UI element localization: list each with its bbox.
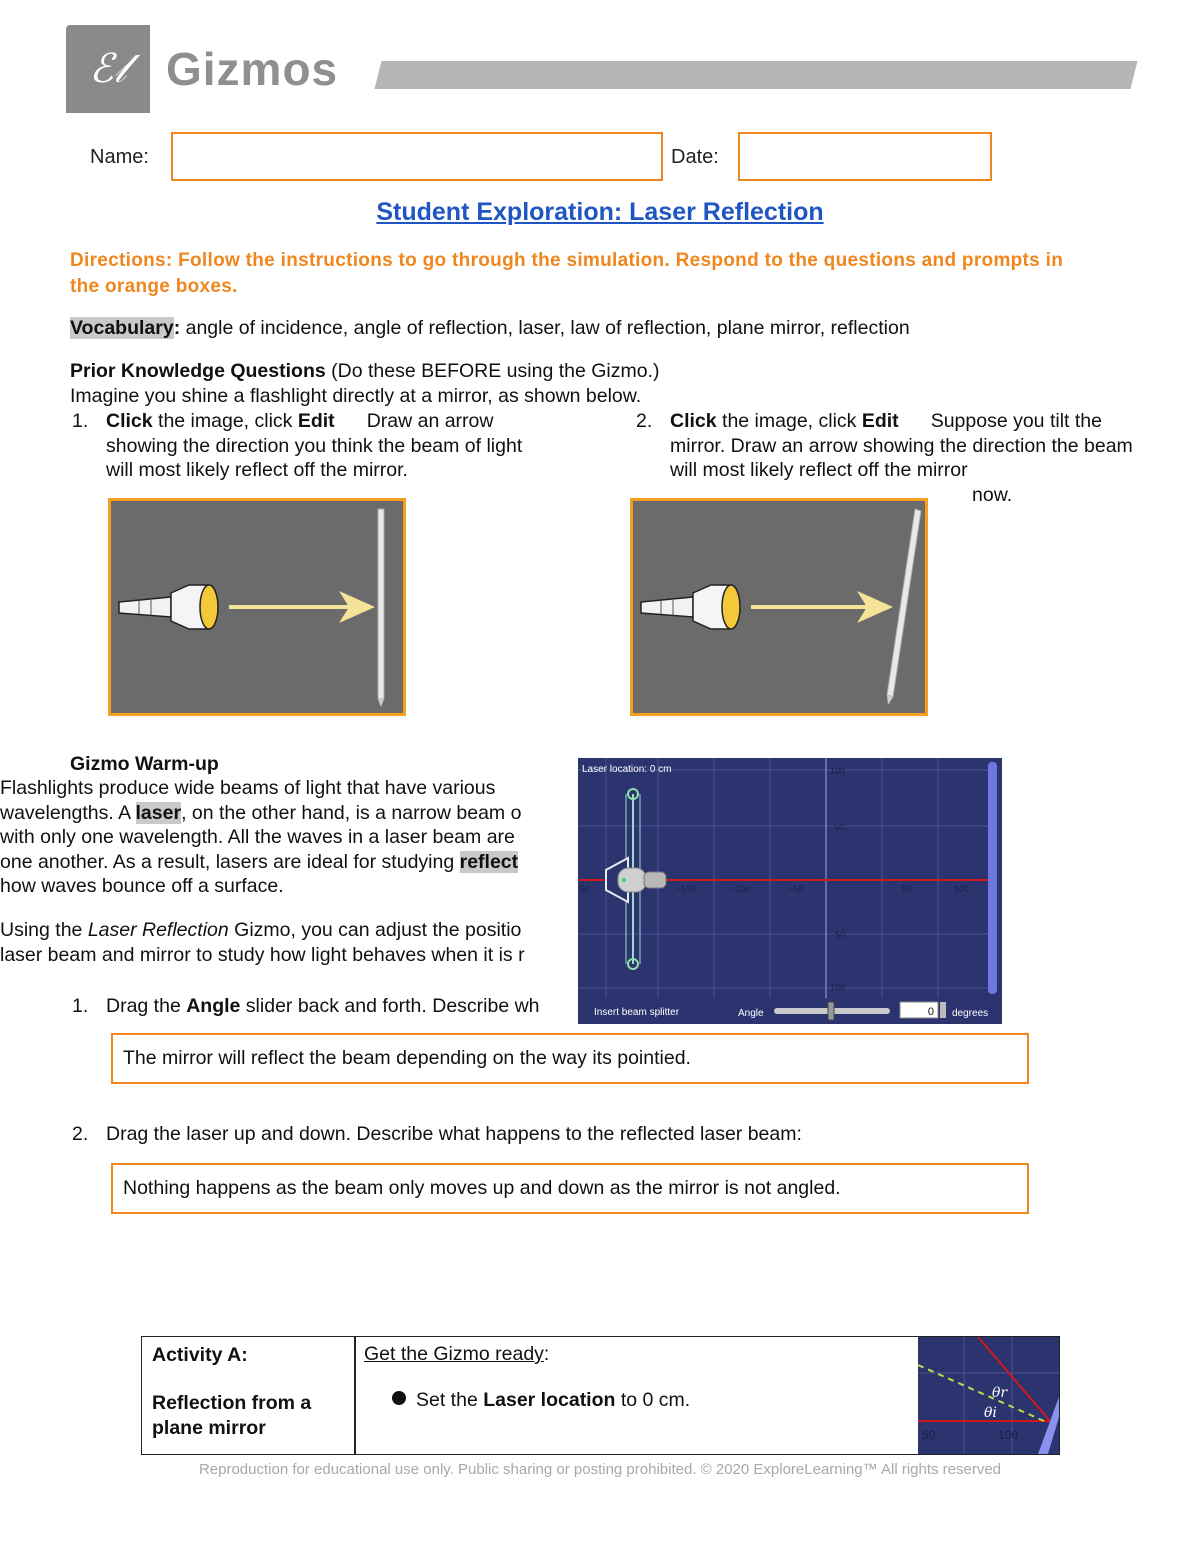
prior-intro: Imagine you shine a flashlight directly at a mirror, as shown below.: [70, 385, 642, 407]
flashlight-mirror-illustration-2: [633, 501, 925, 713]
flashlight-icon: [641, 585, 740, 629]
light-arrow: [229, 591, 375, 623]
footer-copyright: Reproduction for educational use only. Public sharing or posting prohibited. © 2020 ExploreLearning™ All rights reserved: [198, 1461, 1002, 1478]
theta-i-label: θi: [984, 1405, 997, 1421]
flashlight-mirror-illustration-1: [111, 501, 403, 713]
name-label: Name:: [90, 146, 149, 168]
prior-heading-line: [70, 359, 1070, 384]
warmup-heading: Gizmo Warm-up: [70, 753, 219, 775]
warmup-paragraph-1: Flashlights produce wide beams of light that have various wavelengths. A laser, on the other hand, is a narrow beam o with only one wavelength. All the waves in a laser beam are one another. As a result, lasers are ideal for studying reflect how waves bounce off a surface.: [0, 777, 522, 897]
name-field[interactable]: [171, 132, 663, 181]
vocabulary-line: Vocabulary: angle of incidence, angle of reflection, laser, law of reflection, plane mirror, reflection: [70, 317, 910, 339]
prior-q1-number: 1.: [72, 410, 89, 432]
flashlight-mirror-image-1[interactable]: [108, 498, 406, 716]
degrees-label: degrees: [952, 1008, 989, 1019]
directions-text: Directions: Follow the instructions to go through the simulation. Respond to the questions and prompts in the orange boxes.: [70, 250, 1064, 297]
page-title: Student Exploration: Laser Reflection: [376, 198, 824, 226]
gizmo-canvas: [578, 758, 1002, 1024]
tick-y-1: 50: [834, 822, 845, 832]
mirror: [378, 509, 384, 707]
activity-bullet-text: Set the Laser location to 0 cm.: [416, 1389, 691, 1411]
tick-x-4: 50: [902, 884, 913, 894]
date-field[interactable]: [738, 132, 992, 181]
theta-r-label: θr: [992, 1385, 1008, 1401]
answer-box-1[interactable]: [111, 1033, 1029, 1084]
tick-y-3: 100: [830, 982, 846, 992]
thumb-tick-50: 50: [922, 1428, 936, 1442]
tick-x-1: −150: [676, 884, 697, 894]
activity-subtitle: Reflection from a plane mirror: [152, 1392, 312, 1439]
activity-title: Activity A:: [152, 1344, 248, 1366]
laser-reflection-gizmo[interactable]: [578, 758, 1002, 1024]
header-bar: [375, 61, 1138, 89]
warmup-q1-number: 1.: [72, 995, 89, 1017]
warmup-paragraph-2: Using the Laser Reflection Gizmo, you can adjust the positio laser beam and mirror to study how light behaves when it is r: [0, 919, 525, 966]
bullet-icon: [392, 1391, 406, 1405]
prior-heading: Prior Knowledge Questions: [70, 360, 326, 382]
answer-box-2[interactable]: [111, 1163, 1029, 1214]
tick-x-0: 50: [580, 884, 591, 894]
tick-y-2: −50: [830, 930, 846, 940]
angle-slider-handle[interactable]: [828, 1002, 834, 1020]
angle-value: 0: [927, 1006, 934, 1018]
answer-2-text: Nothing happens as the beam only moves up and down as the mirror is not angled.: [123, 1177, 841, 1199]
vocabulary-terms: angle of incidence, angle of reflection, laser, law of reflection, plane mirror, reflection: [180, 317, 910, 339]
warmup-q2-number: 2.: [72, 1123, 89, 1145]
thumb-tick-100: 100: [998, 1428, 1019, 1442]
flashlight-mirror-image-2[interactable]: [630, 498, 928, 716]
angle-label: Angle: [738, 1008, 764, 1019]
tick-y-0: 100: [830, 766, 846, 776]
warmup-q2-text: Drag the laser up and down. Describe what happens to the reflected laser beam:: [106, 1123, 802, 1145]
prior-q1-text: Click the image, click Edit Draw an arrow showing the direction you think the beam of light will most likely reflect off the mirror.: [106, 410, 523, 481]
activity-thumbnail-image: [918, 1337, 1059, 1454]
table-divider: [354, 1337, 356, 1454]
prior-note: (Do these BEFORE using the Gizmo.): [325, 360, 660, 382]
laser-location-text: Laser location: 0 cm: [582, 764, 672, 775]
gizmos-brand: Gizmos: [166, 43, 339, 95]
vocabulary-label: Vocabulary: [70, 317, 174, 339]
tick-x-3: −50: [788, 884, 804, 894]
date-label: Date:: [671, 146, 719, 168]
explorelearning-logo: ℰ𝓁: [89, 46, 127, 92]
angle-spinner[interactable]: [940, 1002, 946, 1018]
mirror-bar[interactable]: [988, 762, 997, 994]
flashlight-icon: [119, 585, 218, 629]
get-ready-line: Get the Gizmo ready:: [364, 1343, 550, 1365]
activity-thumbnail: [918, 1337, 1059, 1454]
light-arrow: [751, 591, 893, 623]
warmup-q1-text: Drag the Angle slider back and forth. Describe wh: [106, 995, 540, 1017]
tick-x-5: 100: [954, 884, 970, 894]
prior-q2-text: Click the image, click Edit Suppose you tilt the mirror. Draw an arrow showing the direction the beam will most likely reflect off the mirror now.: [670, 410, 1133, 506]
answer-1-text: The mirror will reflect the beam depending on the way its pointied.: [123, 1047, 691, 1069]
insert-beam-splitter-label: Insert beam splitter: [594, 1007, 680, 1018]
tick-x-2: −100: [730, 884, 751, 894]
prior-q2-number: 2.: [636, 410, 653, 432]
activity-a-table: [141, 1336, 1060, 1455]
